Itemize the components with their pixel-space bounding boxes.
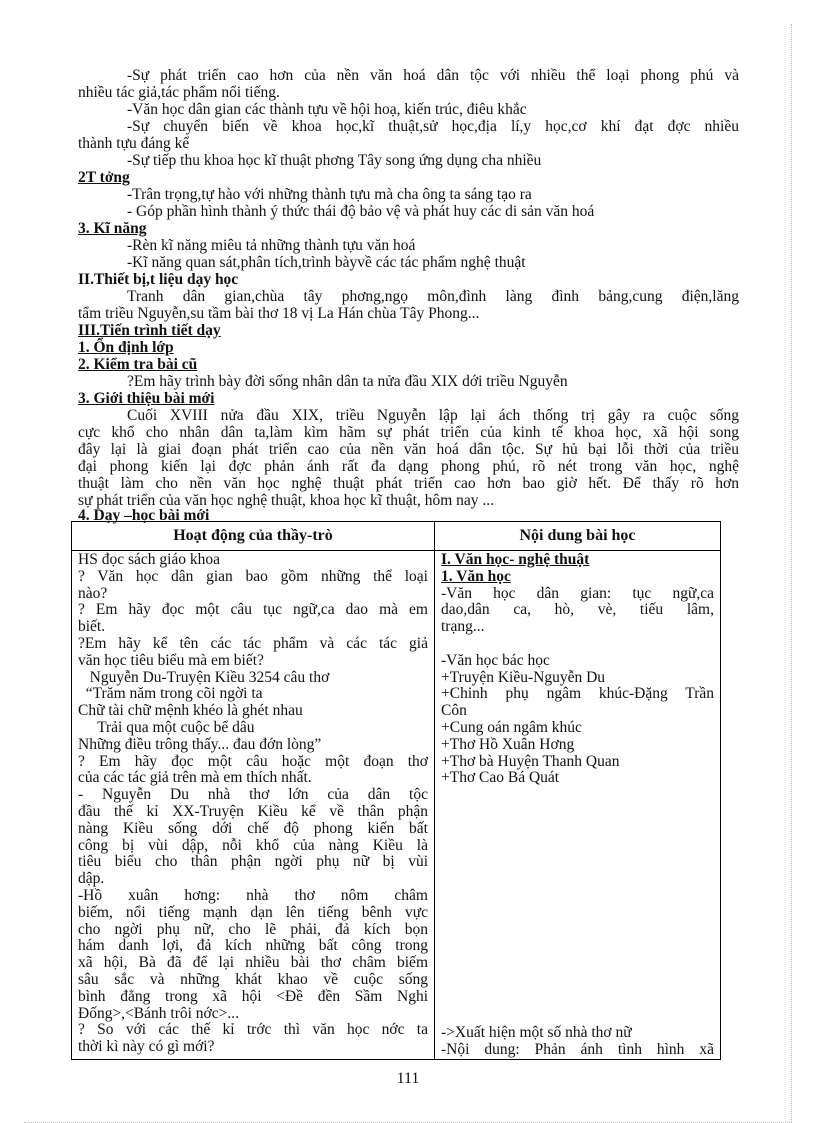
step-3-line-4: thuật làm cho nền văn học nghệ thuật phát triển cao hơn bao giờ hết. Để thấy rõ hơn xyxy=(78,475,739,492)
activity-line: của các tác giả trên mà em thích nhất. xyxy=(78,769,312,787)
section-2-heading: 2T tởng xyxy=(78,169,130,186)
activity-line: ? So với các thế kỉ trớc thì văn học nớc ta xyxy=(78,1021,428,1039)
activity-line: xã hội, Bà đã để lại nhiều bài thơ châm biếm xyxy=(78,954,428,972)
page-border-right xyxy=(791,24,792,1122)
section-2-line-1: - Góp phần hình thành ý thức thái độ bảo vệ và phát huy các di sản văn hoá xyxy=(127,203,595,220)
activity-line: cho ngời phụ nữ, cho lẽ phải, đả kích bọn xyxy=(78,920,428,938)
step-3-line-0: Cuối XVIII nửa đầu XIX, triều Nguyễn lập lại ách thống trị gây ra cuộc sống xyxy=(127,407,739,424)
intro-line-4: thành tựu đáng kể xyxy=(78,135,190,152)
content-bottom-lines xyxy=(441,1025,714,1059)
content-line: +Thơ Hồ Xuân Hơng xyxy=(441,735,575,753)
step-2-question: ?Em hãy trình bày đời sống nhân dân ta nửa đầu XIX dới triều Nguyễn xyxy=(127,373,568,390)
lesson-table xyxy=(71,521,721,1060)
activity-line: ? Em hãy đọc một câu hoặc một đoạn thơ xyxy=(78,752,428,770)
activity-line: Đống>,<Bánh trôi nớc>... xyxy=(78,1004,239,1022)
content-bottom-line: -Nội dung: Phản ánh tình hình xã xyxy=(441,1041,714,1059)
activity-line: “Trăm năm trong cõi ngời ta xyxy=(78,685,263,703)
content-bottom-line: ->Xuất hiện một số nhà thơ nữ xyxy=(441,1024,632,1042)
content-line: trạng... xyxy=(441,618,485,636)
content-line: -Văn học bác học xyxy=(441,651,550,669)
activity-line: công bị vùi dập, nỗi khổ của nàng Kiều là xyxy=(78,836,428,854)
step-3-line-2: đây lại là giai đoạn phát triển cao của nền văn hoá dân tộc. Sự hủ bại lỗi thời của triều xyxy=(78,441,739,458)
activity-line: sâu sắc và những khát khao về cuộc sống xyxy=(78,970,428,988)
content-line: +Thơ Cao Bá Quát xyxy=(441,769,560,787)
step-3-line-3: đại phong kiến lại đợc phản ánh rất đa dạng phong phú, rõ nét trong văn học, nghệ xyxy=(78,458,739,475)
section-II-line-0: Tranh dân gian,chùa tây phơng,ngọ môn,đình làng đình bảng,cung điện,lăng xyxy=(127,288,739,305)
activity-line: Trải qua một cuộc bể dâu xyxy=(78,718,255,736)
content-line: +Cung oán ngâm khúc xyxy=(441,718,582,736)
step-3-line-1: cực khổ cho nhân dân ta,làm kìm hãm sự phát triển của kinh tế khoa học, xã hội song xyxy=(78,424,739,441)
content-line: +Thơ bà Huyện Thanh Quan xyxy=(441,752,620,770)
content-line: -Văn học dân gian: tục ngữ,ca xyxy=(441,584,714,602)
intro-line-2: -Văn học dân gian các thành tựu về hội hoạ, kiến trúc, điêu khắc xyxy=(127,101,527,118)
activity-line: Những điều trông thấy... đau đớn lòng” xyxy=(78,735,322,753)
activity-line: dập. xyxy=(78,870,105,888)
content-heading-1: I. Văn học- nghệ thuật xyxy=(441,551,590,568)
activity-line: Chữ tài chữ mệnh khéo là ghét nhau xyxy=(78,702,303,720)
activities-cell xyxy=(72,551,435,1060)
page-number: 111 xyxy=(396,1070,420,1087)
section-2-line-0: -Trân trọng,tự hào với những thành tựu mà cha ông ta sáng tạo ra xyxy=(127,186,532,203)
activity-line: thời kì này có gì mới? xyxy=(78,1038,215,1056)
intro-line-1: nhiều tác giả,tác phẩm nổi tiếng. xyxy=(78,84,280,101)
section-III-heading: III.Tiến trình tiết dạy xyxy=(78,322,221,339)
activity-line: -Hồ xuân hơng: nhà thơ nôm châm xyxy=(78,886,428,904)
content-heading-2: 1. Văn học xyxy=(441,567,511,585)
activity-line: Nguyễn Du-Truyện Kiều 3254 câu thơ xyxy=(78,668,330,686)
activity-line: đầu thế kỉ XX-Truyện Kiều kể về thân phận xyxy=(78,802,428,820)
intro-line-0: -Sự phát triển cao hơn của nền văn hoá dân tộc với nhiều thể loại phong phú và xyxy=(127,67,739,84)
step-3-line-5: sự phát triển của văn học nghệ thuật, khoa học kĩ thuật, hôm nay ... xyxy=(78,492,495,509)
section-II-heading: II.Thiết bị,t liệu dạy học xyxy=(78,271,239,288)
activity-line: nàng Kiều sống dới chế độ phong kiến bất xyxy=(78,819,428,837)
content-line: +Truyện Kiều-Nguyễn Du xyxy=(441,668,606,686)
activity-line: HS đọc sách giáo khoa xyxy=(78,551,221,568)
activity-line: hám danh lợi, đả kích những bất công trong xyxy=(78,937,428,955)
section-II-line-1: tẩm triều Nguyễn,su tầm bài thơ 18 vị La Hán chùa Tây Phong... xyxy=(78,305,480,322)
content-line: Côn xyxy=(441,702,467,720)
table-header-right: Nội dung bài học xyxy=(435,522,721,551)
activity-line: nào? xyxy=(78,584,108,602)
activity-line: - Nguyễn Du nhà thơ lớn của dân tộc xyxy=(78,786,428,804)
step-3-heading: 3. Giới thiệu bài mới xyxy=(78,390,215,407)
activity-line: tiêu biểu cho thân phận ngời phụ nữ bị vùi xyxy=(78,853,428,871)
section-3-line-0: -Rèn kĩ năng miêu tả những thành tựu văn hoá xyxy=(127,237,416,254)
content-line xyxy=(441,636,714,653)
activity-line: ? Văn học dân gian bao gồm những thể loại xyxy=(78,567,428,585)
step-4-heading: 4. Dạy –học bài mới xyxy=(78,507,210,524)
activity-line: biếm, nổi tiếng mạnh dạn lên tiếng bênh vực xyxy=(78,903,428,921)
activity-line: ?Em hãy kể tên các tác phẩm và các tác giả xyxy=(78,634,428,652)
section-3-line-1: -Kĩ năng quan sát,phân tích,trình bàyvề các tác phẩm nghệ thuật xyxy=(127,254,526,271)
step-1-heading: 1. Ổn định lớp xyxy=(78,339,174,356)
content-cell xyxy=(435,551,721,1060)
intro-line-5: -Sự tiếp thu khoa học kĩ thuật phơng Tây song ứng dụng cha nhiều xyxy=(127,152,542,169)
table-header-row xyxy=(72,522,721,551)
intro-line-3: -Sự chuyển biến về khoa học,kĩ thuật,sử học,địa lí,y học,cơ khí đạt đợc nhiều xyxy=(127,118,739,135)
table-body-row xyxy=(72,551,721,1060)
table-header-left: Hoạt động của thầy-trò xyxy=(72,522,435,551)
step-2-heading: 2. Kiểm tra bài cũ xyxy=(78,356,198,373)
activities-lines xyxy=(78,552,428,1056)
content-lines xyxy=(441,586,714,788)
activity-line: ? Em hãy đọc một câu tục ngữ,ca dao mà em xyxy=(78,601,428,619)
content-line: +Chinh phụ ngâm khúc-Đặng Trần xyxy=(441,685,714,703)
activity-line: bình đẳng trong xã hội <Đề đền Sầm Nghi xyxy=(78,987,428,1005)
section-3-heading: 3. Kĩ năng xyxy=(78,220,147,237)
activity-line: văn học tiêu biểu mà em biết? xyxy=(78,651,264,669)
content-line: dao,dân ca, hò, vè, tiếu lâm, xyxy=(441,601,714,619)
activity-line: biết. xyxy=(78,618,106,636)
